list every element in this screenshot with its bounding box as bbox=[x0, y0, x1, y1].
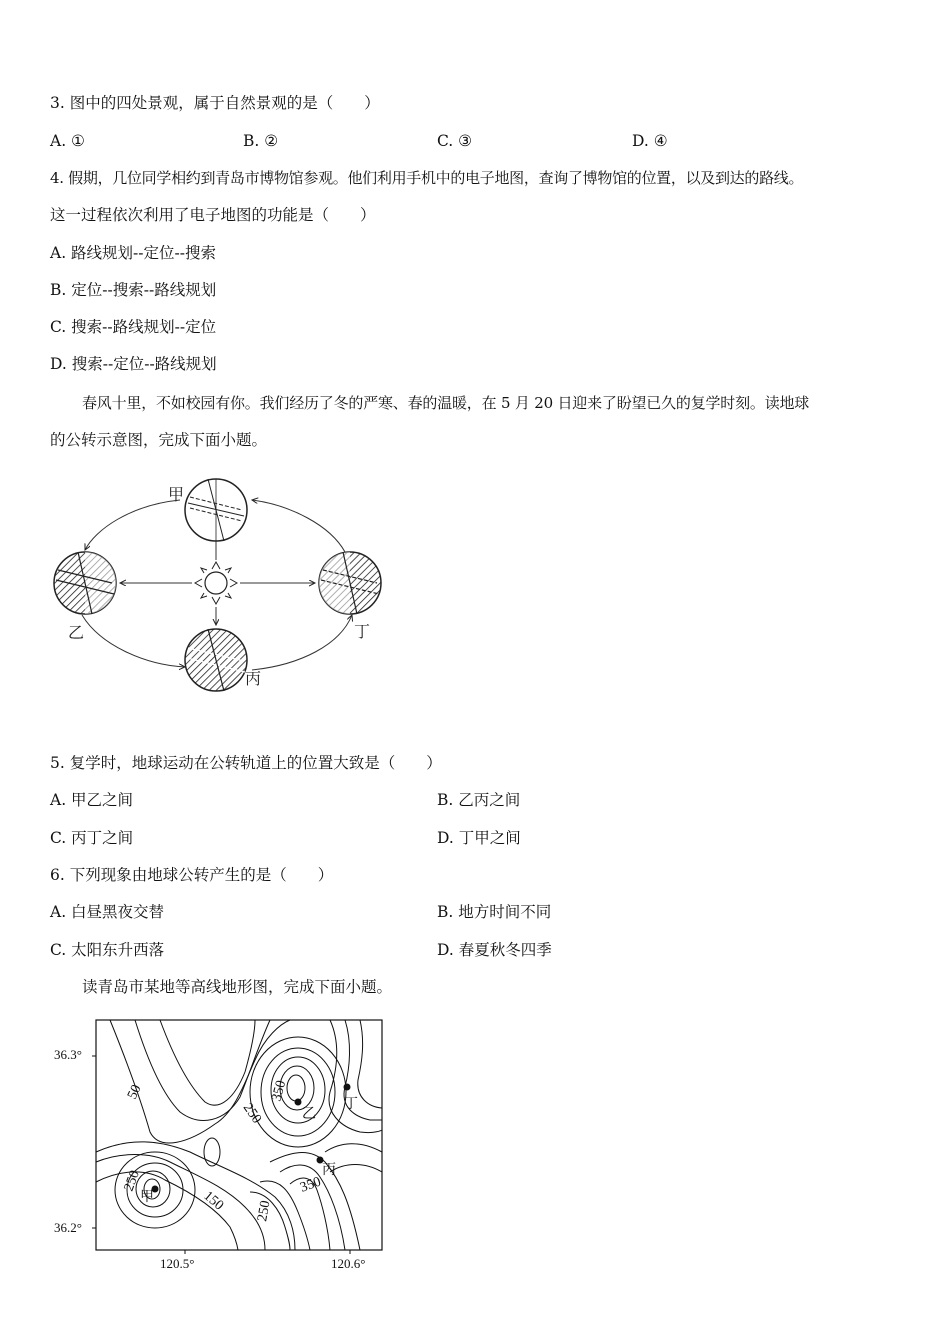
q5-option-b[interactable]: B. 乙丙之间 bbox=[437, 791, 521, 809]
lon-left-label: 120.5° bbox=[160, 1256, 195, 1271]
contour-label-350-bing: 350 bbox=[298, 1174, 324, 1196]
earth-bing bbox=[185, 629, 247, 691]
q5-option-c[interactable]: C. 丙丁之间 bbox=[50, 829, 134, 847]
earth-jia bbox=[185, 479, 247, 541]
q6-stem: 6. 下列现象由地球公转产生的是（ ） bbox=[50, 866, 334, 884]
contour-label-50: 50 bbox=[125, 1082, 145, 1102]
orbit-arc-yi-bing bbox=[82, 615, 185, 667]
contour-label-350-yi: 350 bbox=[269, 1078, 290, 1104]
orbit-label-bing: 丙 bbox=[245, 669, 262, 688]
q3-stem: 3. 图中的四处景观，属于自然景观的是（ ） bbox=[50, 94, 380, 112]
intro1-line2: 的公转示意图，完成下面小题。 bbox=[50, 431, 268, 449]
q4-stem-line1: 4. 假期，几位同学相约到青岛市博物馆参观。他们利用手机中的电子地图，查询了博物馆的位置，以及到达的路线。 bbox=[50, 169, 804, 187]
point-label-jia: 甲 bbox=[140, 1189, 154, 1205]
q3-option-d[interactable]: D. ④ bbox=[632, 132, 668, 150]
orbit-label-ding: 丁 bbox=[354, 622, 371, 641]
q5-option-d[interactable]: D. 丁甲之间 bbox=[437, 829, 521, 847]
contour-label-250-mid: 250 bbox=[239, 1100, 265, 1127]
q5-stem: 5. 复学时，地球运动在公转轨道上的位置大致是（ ） bbox=[50, 754, 442, 772]
q6-option-b[interactable]: B. 地方时间不同 bbox=[437, 903, 552, 921]
lat-bottom-label: 36.2° bbox=[54, 1220, 82, 1235]
lat-top-label: 36.3° bbox=[54, 1047, 82, 1062]
contour-label-250-bing: 250 bbox=[255, 1199, 274, 1223]
sun-icon bbox=[195, 562, 237, 604]
orbit-arc-ding-jia bbox=[252, 500, 345, 552]
q3-option-c[interactable]: C. ③ bbox=[437, 132, 473, 150]
q4-option-d[interactable]: D. 搜索--定位--路线规划 bbox=[50, 355, 217, 373]
intro2-line1: 读青岛市某地等高线地形图，完成下面小题。 bbox=[82, 978, 393, 996]
orbit-label-jia: 甲 bbox=[168, 485, 185, 504]
contour-map bbox=[40, 1012, 400, 1282]
map-frame bbox=[96, 1020, 382, 1250]
q4-option-c[interactable]: C. 搜索--路线规划--定位 bbox=[50, 318, 217, 336]
lon-right-label: 120.6° bbox=[331, 1256, 366, 1271]
q5-option-a[interactable]: A. 甲乙之间 bbox=[50, 791, 134, 809]
q6-option-a[interactable]: A. 白昼黑夜交替 bbox=[50, 903, 165, 921]
point-ding bbox=[344, 1084, 351, 1091]
orbit-arc-jia-yi bbox=[85, 500, 180, 550]
orbit-label-yi: 乙 bbox=[68, 623, 85, 642]
q3-option-a[interactable]: A. ① bbox=[50, 132, 85, 150]
q4-stem-line2: 这一过程依次利用了电子地图的功能是（ ） bbox=[50, 206, 376, 224]
point-yi bbox=[295, 1099, 302, 1106]
q3-option-b[interactable]: B. ② bbox=[243, 132, 279, 150]
intro1-line1: 春风十里，不如校园有你。我们经历了冬的严寒、春的温暖，在 5 月 20 日迎来了盼望已久的复学时刻。读地球 bbox=[82, 394, 810, 412]
orbit-diagram bbox=[40, 470, 400, 700]
q4-option-a[interactable]: A. 路线规划--定位--搜索 bbox=[50, 244, 216, 262]
q4-option-b[interactable]: B. 定位--搜索--路线规划 bbox=[50, 281, 217, 299]
earth-ding bbox=[319, 552, 381, 614]
q6-option-d[interactable]: D. 春夏秋冬四季 bbox=[437, 941, 552, 959]
q6-option-c[interactable]: C. 太阳东升西落 bbox=[50, 941, 165, 959]
point-label-yi: 乙 bbox=[302, 1106, 316, 1122]
contour-label-250-jia: 250 bbox=[121, 1168, 143, 1194]
orbit-arc-bing-ding bbox=[252, 615, 352, 670]
point-label-ding: 丁 bbox=[344, 1096, 358, 1112]
earth-yi bbox=[54, 552, 116, 614]
contour-label-150: 150 bbox=[200, 1188, 227, 1214]
point-label-bing: 丙 bbox=[322, 1162, 336, 1178]
